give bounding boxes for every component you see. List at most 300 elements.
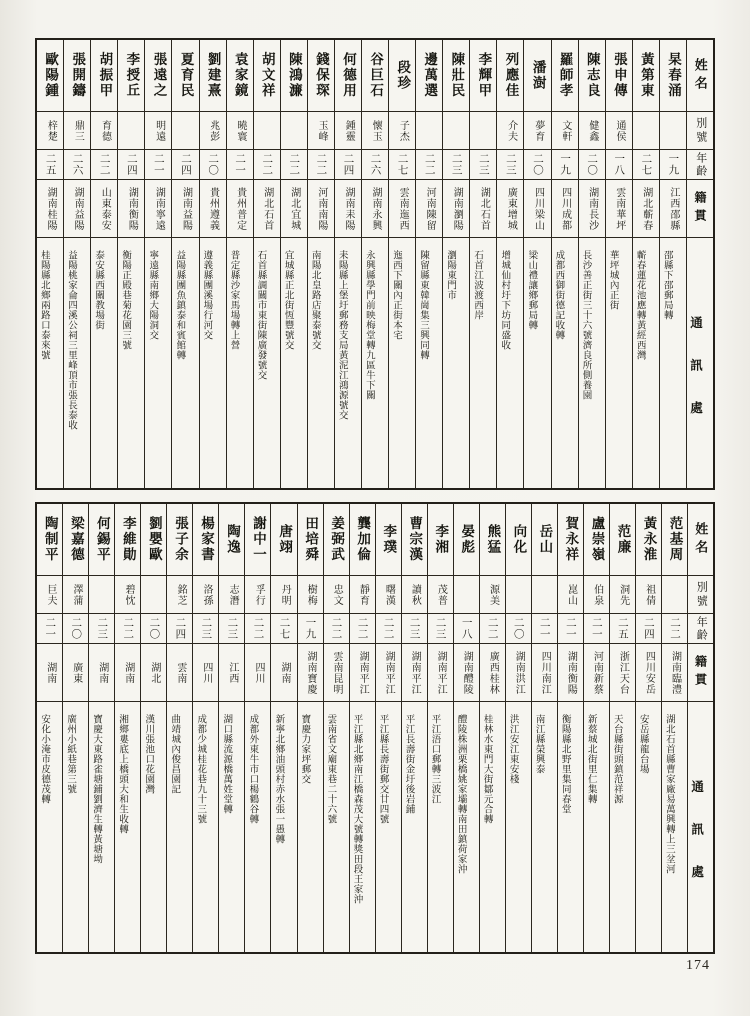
person-name-cell xyxy=(167,504,192,576)
header-name xyxy=(688,504,713,576)
person-alias-cell xyxy=(219,576,244,614)
person-origin-cell xyxy=(350,644,375,702)
person-age: 二二 xyxy=(486,617,498,640)
person-name-cell xyxy=(281,40,307,112)
person-origin: 雲南昆明 xyxy=(331,650,343,695)
person-address: 平江浯口郵轉三波江 xyxy=(429,714,440,804)
person-address-cell xyxy=(281,238,307,488)
person-name-cell xyxy=(402,504,427,576)
person-name-cell xyxy=(633,40,659,112)
person-address-cell xyxy=(298,702,323,952)
person-column xyxy=(584,504,610,952)
person-alias: 茂普 xyxy=(435,583,447,606)
person-name: 田培舜 xyxy=(303,516,319,563)
person-origin: 湖南桂陽 xyxy=(45,186,57,231)
person-age: 二二 xyxy=(330,617,342,640)
header-address xyxy=(688,702,713,952)
person-address: 永興縣學門前映梅堂轉九區牛下關 xyxy=(363,250,374,400)
person-name-cell xyxy=(308,40,334,112)
person-origin-cell xyxy=(584,644,609,702)
person-origin: 湖南 xyxy=(96,661,108,684)
person-address: 南陽北皇路店聚泰號交 xyxy=(309,250,320,350)
person-address: 石首縣調關市東街陳廣發號交 xyxy=(255,250,266,380)
person-address: 南江縣榮興泰 xyxy=(533,714,544,774)
person-alias-cell xyxy=(254,112,280,150)
person-column xyxy=(219,504,245,952)
person-origin-cell xyxy=(416,180,442,238)
person-name: 列應佳 xyxy=(503,52,519,99)
person-alias: 巨夫 xyxy=(44,583,56,606)
person-origin-cell xyxy=(118,180,144,238)
person-address: 陳留縣東韓崗集三興同轉 xyxy=(418,250,429,360)
person-name: 李輝甲 xyxy=(476,52,492,99)
person-name-cell xyxy=(497,40,523,112)
person-address-cell xyxy=(271,702,296,952)
person-address-cell xyxy=(480,702,505,952)
person-alias-cell xyxy=(350,576,375,614)
person-column xyxy=(89,504,115,952)
person-address-cell xyxy=(254,238,280,488)
person-alias-cell xyxy=(324,576,349,614)
person-name-cell xyxy=(532,504,557,576)
person-age-cell xyxy=(145,150,171,180)
person-column xyxy=(281,40,308,488)
person-origin: 湖南醴陵 xyxy=(461,650,473,695)
person-origin: 四川 xyxy=(252,661,264,684)
person-age-cell xyxy=(298,614,323,644)
person-name: 張子余 xyxy=(172,516,188,563)
person-column xyxy=(141,504,167,952)
person-column xyxy=(606,40,633,488)
person-name-cell xyxy=(606,40,632,112)
person-age: 一九 xyxy=(304,617,316,640)
person-alias-cell xyxy=(470,112,496,150)
person-alias: 玉峰 xyxy=(316,119,328,142)
person-column xyxy=(454,504,480,952)
person-address-cell xyxy=(389,238,415,488)
person-age: 二一 xyxy=(234,153,246,176)
person-origin-cell xyxy=(64,180,90,238)
person-address-cell xyxy=(662,702,687,952)
person-alias-cell xyxy=(245,576,270,614)
person-origin-cell xyxy=(89,644,114,702)
person-column xyxy=(558,504,584,952)
person-alias: 志潛 xyxy=(227,583,239,606)
person-age-cell xyxy=(480,614,505,644)
person-age-cell xyxy=(172,150,198,180)
person-age-cell xyxy=(64,150,90,180)
person-address: 廣州小紙巷第三號 xyxy=(65,714,76,794)
person-alias: 丹明 xyxy=(279,583,291,606)
person-alias-cell xyxy=(402,576,427,614)
person-alias: 崑山 xyxy=(565,583,577,606)
person-address: 寧遠縣南鄉大陽洞交 xyxy=(147,250,158,340)
person-column xyxy=(193,504,219,952)
person-name-cell xyxy=(219,504,244,576)
person-address-cell xyxy=(633,238,659,488)
person-column xyxy=(308,40,335,488)
person-alias-cell xyxy=(118,112,144,150)
person-origin-cell xyxy=(362,180,388,238)
person-origin: 湖南衡陽 xyxy=(565,650,577,695)
person-age: 二三 xyxy=(434,617,446,640)
person-age-cell xyxy=(660,150,686,180)
person-address: 湖口縣流源橋萬姓堂轉 xyxy=(221,714,232,814)
person-origin: 雲南 xyxy=(174,661,186,684)
person-age: 二二 xyxy=(315,153,327,176)
person-origin-cell xyxy=(443,180,469,238)
person-name-cell xyxy=(416,40,442,112)
person-alias: 曙漢 xyxy=(383,583,395,606)
person-name: 胡振甲 xyxy=(97,52,113,99)
person-address: 天台縣街頭鎮范祥源 xyxy=(611,714,622,804)
person-column xyxy=(91,40,118,488)
person-name: 陶逸 xyxy=(225,524,240,555)
person-address: 平江縣長壽街郵交廿四號 xyxy=(377,714,388,824)
person-age: 二四 xyxy=(174,617,186,640)
person-age-cell xyxy=(324,614,349,644)
person-name: 陳志良 xyxy=(584,52,600,99)
person-name-cell xyxy=(584,504,609,576)
person-column xyxy=(389,40,416,488)
person-address-cell xyxy=(579,238,605,488)
person-origin-cell xyxy=(506,644,531,702)
person-name: 夏育民 xyxy=(178,52,194,99)
person-address-cell xyxy=(193,702,218,952)
person-origin-cell xyxy=(193,644,218,702)
person-alias: 靜育 xyxy=(357,583,369,606)
person-address-cell xyxy=(660,238,686,488)
person-alias: 子杰 xyxy=(397,119,409,142)
person-address-cell xyxy=(308,238,334,488)
person-name: 杲春涌 xyxy=(665,52,681,99)
person-name-cell xyxy=(662,504,687,576)
person-origin-cell xyxy=(219,644,244,702)
person-name: 段珍 xyxy=(395,60,411,91)
person-address-cell xyxy=(610,702,635,952)
person-name-cell xyxy=(376,504,401,576)
person-origin: 四川南江 xyxy=(539,650,551,695)
person-origin: 貴州遵義 xyxy=(207,186,219,231)
header-origin xyxy=(687,180,713,238)
person-alias-cell xyxy=(532,576,557,614)
person-alias: 兆彭 xyxy=(207,119,219,142)
person-address: 成都西御街德記收轉 xyxy=(553,250,564,340)
person-column xyxy=(506,504,532,952)
person-address: 寶慶大東路雀塘鋪劉濟生轉黃塘坳 xyxy=(91,714,102,864)
header-column xyxy=(687,40,713,488)
person-age-cell xyxy=(506,614,531,644)
person-age: 二七 xyxy=(396,153,408,176)
person-origin: 雲南迤西 xyxy=(397,186,409,231)
person-address: 雲南省文廟東巷二十六號 xyxy=(325,714,336,824)
header-origin-label: 籍貫 xyxy=(693,654,708,691)
person-address: 益陽桃家侖四溪公祠三里峰頂市張長泰收 xyxy=(66,250,76,430)
header-name-label: 姓名 xyxy=(692,57,708,94)
person-name-cell xyxy=(552,40,578,112)
person-age-cell xyxy=(118,150,144,180)
person-address: 泰安縣西關教場街 xyxy=(93,250,104,330)
person-address: 益陽縣團魚鎮泰和賓館轉 xyxy=(174,250,185,360)
person-alias-cell xyxy=(497,112,523,150)
person-origin: 四川 xyxy=(200,661,212,684)
person-age: 一八 xyxy=(613,153,625,176)
person-age: 二一 xyxy=(564,617,576,640)
person-origin-cell xyxy=(454,644,479,702)
person-column xyxy=(245,504,271,952)
person-age-cell xyxy=(37,150,63,180)
person-age-cell xyxy=(532,614,557,644)
person-origin-cell xyxy=(480,644,505,702)
person-column xyxy=(416,40,443,488)
person-address-cell xyxy=(115,702,140,952)
person-address: 洪江安江東安棧 xyxy=(507,714,518,784)
person-origin-cell xyxy=(63,644,88,702)
person-name: 曹宗漢 xyxy=(407,516,423,563)
person-age-cell xyxy=(552,150,578,180)
person-origin: 湖北宜城 xyxy=(288,186,300,231)
person-column xyxy=(660,40,687,488)
person-origin-cell xyxy=(281,180,307,238)
person-origin-cell xyxy=(606,180,632,238)
person-name: 范基周 xyxy=(667,516,683,563)
person-alias-cell xyxy=(389,112,415,150)
person-alias-cell xyxy=(200,112,226,150)
person-origin: 湖北 xyxy=(148,661,160,684)
person-age-cell xyxy=(558,614,583,644)
person-alias: 祖倩 xyxy=(643,583,655,606)
person-age: 二五 xyxy=(616,617,628,640)
person-age: 二二 xyxy=(122,617,134,640)
person-age: 二三 xyxy=(504,153,516,176)
person-origin-cell xyxy=(610,644,635,702)
person-origin: 湖南平江 xyxy=(357,650,369,695)
person-age: 一九 xyxy=(667,153,679,176)
person-age: 二五 xyxy=(44,153,56,176)
header-address-label: 通訊處 xyxy=(689,779,704,908)
person-name: 錢保琛 xyxy=(313,52,329,99)
person-origin: 湖南臨澧 xyxy=(669,650,681,695)
person-age-cell xyxy=(610,614,635,644)
person-name: 唐翊 xyxy=(277,524,293,555)
person-name: 梁嘉德 xyxy=(68,516,84,563)
person-origin: 四川成都 xyxy=(559,186,571,231)
person-alias-cell xyxy=(524,112,550,150)
person-column xyxy=(298,504,324,952)
person-origin: 江西邵縣 xyxy=(667,186,679,231)
person-name: 李維勛 xyxy=(120,516,136,563)
header-address xyxy=(687,238,713,488)
person-origin: 湖北石首 xyxy=(478,186,490,231)
person-address: 梁山禮讓鄉郵局轉 xyxy=(526,250,537,330)
person-name-cell xyxy=(610,504,635,576)
person-column xyxy=(497,40,524,488)
person-name: 晏彪 xyxy=(459,524,475,555)
person-origin-cell xyxy=(636,644,661,702)
person-age-cell xyxy=(416,150,442,180)
header-name-label: 姓名 xyxy=(693,521,709,558)
person-name-cell xyxy=(335,40,361,112)
person-address-cell xyxy=(524,238,550,488)
person-address: 遵義縣團溪場行河交 xyxy=(201,250,212,340)
person-alias-cell xyxy=(610,576,635,614)
person-name: 黃永淮 xyxy=(641,516,657,563)
person-column xyxy=(37,504,63,952)
person-alias-cell xyxy=(660,112,686,150)
person-alias: 鼎三 xyxy=(72,119,84,142)
person-age-cell xyxy=(454,614,479,644)
person-alias-cell xyxy=(298,576,323,614)
person-origin-cell xyxy=(200,180,226,238)
person-alias: 讀秋 xyxy=(409,583,421,606)
person-name-cell xyxy=(64,40,90,112)
person-name-cell xyxy=(254,40,280,112)
person-address-cell xyxy=(91,238,117,488)
person-alias-cell xyxy=(91,112,117,150)
person-age: 二三 xyxy=(477,153,489,176)
person-origin-cell xyxy=(245,644,270,702)
person-address-cell xyxy=(376,702,401,952)
person-name-cell xyxy=(172,40,198,112)
header-age xyxy=(687,150,713,180)
person-age-cell xyxy=(633,150,659,180)
person-name: 張開鑄 xyxy=(70,52,86,99)
person-name: 熊猛 xyxy=(485,524,501,555)
person-age: 二四 xyxy=(179,153,191,176)
header-origin-label: 籍貫 xyxy=(692,190,707,227)
person-address-cell xyxy=(37,238,63,488)
person-address-cell xyxy=(443,238,469,488)
person-origin: 山東泰安 xyxy=(99,186,111,231)
header-age-label: 年齡 xyxy=(694,151,707,178)
person-alias: 銘芝 xyxy=(175,583,187,606)
person-age: 二二 xyxy=(252,617,264,640)
person-age-cell xyxy=(402,614,427,644)
person-name: 劉建熹 xyxy=(205,52,221,99)
person-age: 二一 xyxy=(538,617,550,640)
person-alias: 育德 xyxy=(99,119,111,142)
person-origin-cell xyxy=(633,180,659,238)
person-age-cell xyxy=(271,614,296,644)
person-name: 陳鴻濂 xyxy=(286,52,302,99)
person-age-cell xyxy=(497,150,523,180)
person-column xyxy=(324,504,350,952)
person-age-cell xyxy=(389,150,415,180)
person-name: 袁家鏡 xyxy=(232,52,248,99)
person-name-cell xyxy=(118,40,144,112)
person-address: 安化小淹市皮德茂轉 xyxy=(39,714,50,804)
person-origin: 湖南衡陽 xyxy=(126,186,138,231)
person-alias-cell xyxy=(193,576,218,614)
person-alias: 鍾靈 xyxy=(343,119,355,142)
person-name: 劉嬰歐 xyxy=(146,516,162,563)
person-origin: 廣西桂林 xyxy=(487,650,499,695)
person-age: 二〇 xyxy=(586,153,598,176)
person-name-cell xyxy=(350,504,375,576)
header-alias-label: 別號 xyxy=(695,580,708,609)
person-alias: 澤蒲 xyxy=(70,583,82,606)
person-origin-cell xyxy=(662,644,687,702)
person-column xyxy=(63,504,89,952)
person-name: 李授丘 xyxy=(124,52,140,99)
person-name-cell xyxy=(37,40,63,112)
person-age-cell xyxy=(200,150,226,180)
person-name-cell xyxy=(91,40,117,112)
person-address-cell xyxy=(63,702,88,952)
person-column xyxy=(64,40,91,488)
person-origin: 河南陳留 xyxy=(424,186,436,231)
person-address-cell xyxy=(362,238,388,488)
header-column xyxy=(688,504,713,952)
person-origin: 廣東 xyxy=(70,661,82,684)
person-origin-cell xyxy=(660,180,686,238)
person-alias: 碧忱 xyxy=(123,583,135,606)
person-name: 張遠之 xyxy=(151,52,167,99)
person-age-cell xyxy=(428,614,453,644)
header-address-label: 通訊處 xyxy=(688,315,703,444)
person-origin-cell xyxy=(335,180,361,238)
person-address-cell xyxy=(89,702,114,952)
person-age-cell xyxy=(606,150,632,180)
person-name: 何德用 xyxy=(341,52,357,99)
person-name: 羅師孝 xyxy=(557,52,573,99)
person-age-cell xyxy=(376,614,401,644)
person-column xyxy=(480,504,506,952)
person-address: 醴陵株洲栗橋姚家壩轉南田鎮荷家沖 xyxy=(455,714,466,874)
person-origin: 雲南華坪 xyxy=(613,186,625,231)
person-name: 龔加倫 xyxy=(355,516,371,563)
person-address: 迤西下關內正街本宅 xyxy=(390,250,401,340)
person-address: 蘄春蓮花池應轉黃經西灣 xyxy=(634,250,645,360)
person-address: 成都少城桂花巷九十三號 xyxy=(195,714,206,824)
person-age-cell xyxy=(193,614,218,644)
person-name-cell xyxy=(145,40,171,112)
person-name-cell xyxy=(200,40,226,112)
person-column xyxy=(271,504,297,952)
person-address: 邵縣下邵郵局轉 xyxy=(661,250,672,320)
person-origin: 湖南寶慶 xyxy=(305,650,317,695)
person-origin-cell xyxy=(254,180,280,238)
person-origin-cell xyxy=(145,180,171,238)
person-age: 二二 xyxy=(423,153,435,176)
person-address: 曲靖城內俊昌園記 xyxy=(169,714,180,794)
person-origin: 四川安岳 xyxy=(643,650,655,695)
person-origin: 湖南 xyxy=(44,661,56,684)
person-origin: 湖南益陽 xyxy=(72,186,84,231)
person-address: 寶慶力家坪郵交 xyxy=(299,714,310,784)
person-name-cell xyxy=(37,504,62,576)
header-age xyxy=(688,614,713,644)
person-name-cell xyxy=(298,504,323,576)
person-address-cell xyxy=(636,702,661,952)
person-alias-cell xyxy=(227,112,253,150)
person-age-cell xyxy=(636,614,661,644)
person-origin-cell xyxy=(271,644,296,702)
person-address-cell xyxy=(200,238,226,488)
person-alias-cell xyxy=(662,576,687,614)
person-address-cell xyxy=(350,702,375,952)
person-age: 二〇 xyxy=(207,153,219,176)
person-origin: 湖南永興 xyxy=(370,186,382,231)
person-name: 賀永祥 xyxy=(563,516,579,563)
person-name: 岳山 xyxy=(537,524,553,555)
person-age: 二二 xyxy=(356,617,368,640)
person-origin-cell xyxy=(558,644,583,702)
person-age: 一九 xyxy=(559,153,571,176)
person-address: 石首江波渡西岸 xyxy=(472,250,483,320)
person-age-cell xyxy=(579,150,605,180)
person-age-cell xyxy=(254,150,280,180)
